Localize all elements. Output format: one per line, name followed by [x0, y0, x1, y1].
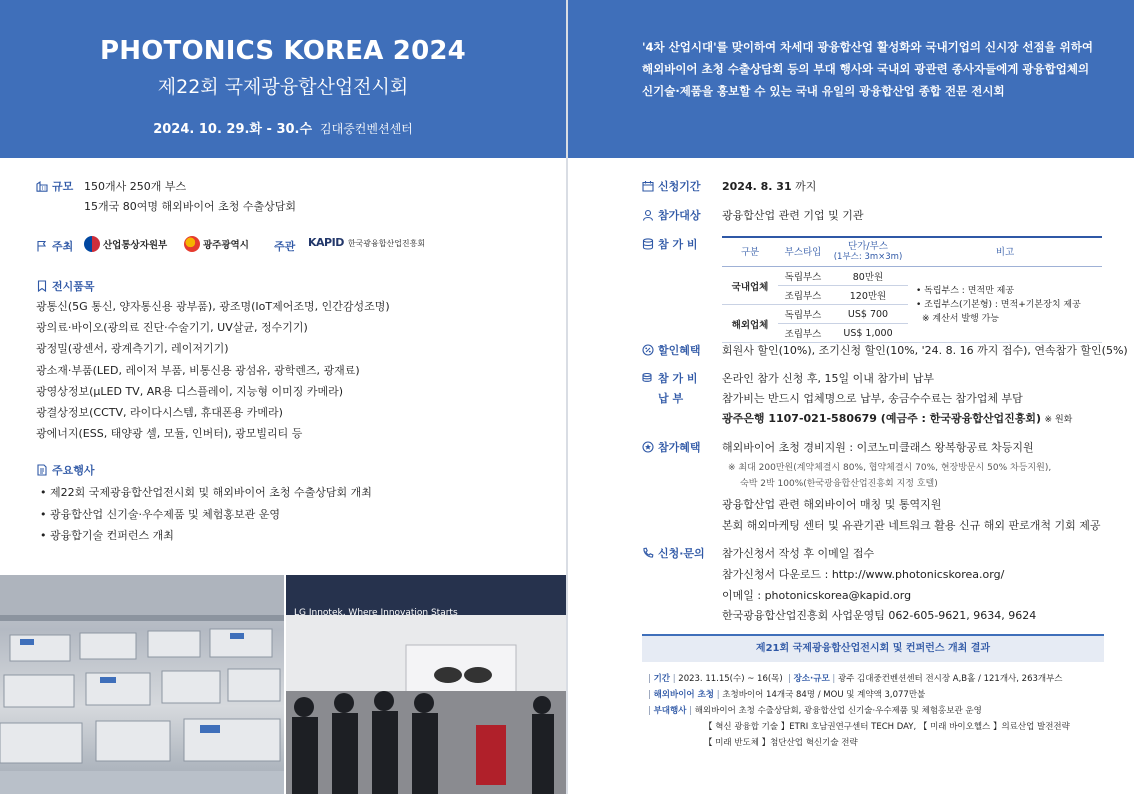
payment-line-2: 참가비는 반드시 업체명으로 납부, 송금수수료는 참가업체 부담	[722, 392, 1023, 405]
events-label: 주요행사	[52, 464, 95, 477]
result-side-label: 부대행사	[653, 706, 687, 716]
items-label: 전시품목	[52, 280, 95, 293]
booth-sign-text: LG Innotek, Where Innovation Starts	[294, 608, 458, 618]
fee-cell: 독립부스	[778, 267, 828, 286]
title-banner	[0, 0, 566, 158]
list-item: 광에너지(ESS, 태양광 셀, 모듈, 인버터), 광모빌리티 등	[36, 427, 303, 441]
bookmark-icon	[36, 280, 48, 292]
fee-header-note: 비고	[908, 237, 1102, 267]
contact-download[interactable]: 참가신청서 다운로드 : http://www.photonicskorea.org/	[722, 568, 1005, 581]
fee-table	[722, 236, 1102, 343]
benefit-line-3: 본회 해외마케팅 센터 및 유관기관 네트워크 활용 신규 해외 판로개척 기회 제공	[722, 519, 1101, 532]
list-item: 광의료·바이오(광의료 진단·수술기기, UV살균, 정수기기)	[36, 321, 308, 335]
fee-cell: 독립부스	[778, 305, 828, 324]
list-item: 광결상정보(CCTV, 라이다시스템, 휴대폰용 카메라)	[36, 406, 283, 420]
result-side-1: 해외바이어 초청 수출상담회, 광융합산업 신기술·우수제품 및 체험홍보관 운영	[694, 706, 982, 716]
scale-line-1: 150개사 250개 부스	[84, 180, 187, 193]
result-venue-label: 장소·규모	[793, 674, 830, 684]
benefit-label: 참가혜택	[658, 441, 701, 454]
event-title-en: PHOTONICS KOREA 2024	[100, 36, 466, 66]
fee-cell: 80만원	[828, 267, 908, 286]
payment-label-2: 납 부	[658, 392, 684, 405]
fee-note: ※ 계산서 발행 가능	[922, 313, 999, 324]
list-item: • 제22회 국제광융합산업전시회 및 해외바이어 초청 수출상담회 개최	[40, 486, 372, 499]
benefit-note-1: ※ 최대 200만원(계약체결시 80%, 협약체결시 70%, 현장방문시 50% 차등지원),	[728, 463, 1052, 473]
flag-icon	[36, 240, 48, 252]
intro-line: 해외바이어 초청 수출상담회 등의 부대 행사와 국내외 광관련 종사자들에게 광융합업체의	[642, 62, 1090, 76]
star-badge-icon	[642, 441, 654, 453]
intro-line: 신기술·제품을 홍보할 수 있는 국내 유일의 광융합산업 종합 전문 전시회	[642, 84, 1005, 98]
taegeuk-icon	[84, 236, 100, 252]
benefit-line-1: 해외바이어 초청 경비지원 : 이코노미클래스 왕복항공료 차등지원	[722, 441, 1034, 454]
phone-icon	[642, 547, 654, 559]
left-page	[0, 0, 566, 794]
fee-label-wrap	[642, 236, 698, 252]
motie-logo	[84, 236, 167, 252]
benefit-line-2: 광융합산업 관련 해외바이어 매칭 및 통역지원	[722, 498, 942, 511]
items-heading	[36, 278, 95, 294]
list-item: 광소재·부품(LED, 레이저 부품, 비통신용 광섬유, 광학렌즈, 광재료)	[36, 363, 360, 377]
account-text: 광주은행 1107-021-580679 (예금주 : 한국광융합산업진흥회)	[722, 412, 1042, 425]
kapid-logo	[308, 236, 425, 249]
fee-header-category: 구분	[722, 237, 778, 267]
period-label-wrap	[642, 178, 701, 194]
percent-icon	[642, 344, 654, 356]
list-item: • 광융합산업 신기술·우수제품 및 체험홍보관 운영	[40, 507, 280, 521]
event-title-ko: 제22회 국제광융합산업전시회	[157, 76, 409, 98]
event-venue: 김대중컨벤션센터	[320, 122, 413, 136]
target-label-wrap	[642, 207, 701, 223]
host-label: 주최	[52, 240, 74, 253]
events-heading	[36, 462, 95, 478]
discount-label: 할인혜택	[658, 344, 701, 357]
event-date	[0, 118, 566, 137]
result-venue-value: 광주 김대중컨벤션센터 전시장 A,B홀 / 121개사, 263개부스	[837, 674, 1063, 684]
fee-note: • 조립부스(기본형) : 면적+기본장치 제공	[916, 299, 1081, 310]
result-period-label: 기간	[653, 674, 671, 684]
document-icon	[36, 464, 48, 476]
kapid-name: 한국광융합산업진흥회	[347, 239, 426, 248]
gwangju-logo-text: 광주광역시	[203, 240, 249, 251]
discount-value: 회원사 할인(10%), 조기신청 할인(10%, '24. 8. 16 까지 접수), 연속참가 할인(5%)	[722, 344, 1128, 357]
fee-note: • 독립부스 : 면적만 제공	[916, 285, 1015, 296]
contact-team: 한국광융합산업진흥회 사업운영팀 062-605-9621, 9634, 9624	[722, 609, 1037, 622]
payment-label-1: 참 가 비	[658, 372, 698, 385]
result-side-2: 【 혁신 광융합 기술 】ETRI 호남권연구센터 TECH DAY, 【 미래 바이오헬스 】의료산업 발전전략	[704, 722, 1070, 732]
payment-account	[722, 410, 1072, 426]
event-date-text: 2024. 10. 29.화 - 30.수	[153, 122, 313, 137]
table-row	[722, 267, 1102, 286]
fee-header-price	[828, 237, 908, 267]
period-suffix: 까지	[795, 180, 817, 193]
benefit-note-2: 숙박 2박 100%(한국광융합산업진흥회 지정 호텔)	[740, 479, 938, 489]
account-suffix: ※ 원화	[1044, 415, 1073, 425]
period-label: 신청기간	[658, 180, 701, 193]
result-side: | 부대행사 | 해외바이어 초청 수출상담회, 광융합산업 신기술·우수제품 및 체험홍보관 운영	[648, 706, 982, 716]
benefit-label-wrap	[642, 439, 701, 455]
scale-line-2: 15개국 80여명 해외바이어 초청 수출상담회	[84, 200, 296, 213]
list-item: 광영상정보(μLED TV, AR용 디스플레이, 지능형 이미징 카메라)	[36, 384, 344, 398]
fee-label: 참 가 비	[658, 238, 698, 251]
intro-text	[642, 36, 1108, 102]
list-item: • 광융합기술 컨퍼런스 개최	[40, 529, 174, 542]
contact-label-wrap	[642, 545, 705, 561]
fee-header-booth: 부스타입	[778, 237, 828, 267]
fee-notes	[908, 267, 1102, 343]
host-section	[36, 238, 536, 258]
gwangju-logo	[184, 236, 249, 252]
result-period: | 기간 | 2023. 11.15(수) ~ 16(목)	[648, 674, 783, 684]
payment-line-1: 온라인 참가 신청 후, 15일 이내 참가비 납부	[722, 372, 934, 385]
fee-cell: 조립부스	[778, 286, 828, 305]
result-venue: | 장소·규모 | 광주 김대중컨벤션센터 전시장 A,B홀 / 121개사, 263개부스	[788, 674, 1063, 684]
items-list	[36, 296, 546, 444]
payment-label-wrap	[642, 370, 698, 386]
kapid-mark: KAPID	[308, 236, 344, 249]
target-value: 광융합산업 관련 기업 및 기관	[722, 209, 864, 222]
contact-line-1: 참가신청서 작성 후 이메일 접수	[722, 547, 875, 560]
fee-cell: US$ 1,000	[828, 324, 908, 343]
contact-label: 신청·문의	[658, 547, 705, 560]
fee-overseas: 해외업체	[722, 305, 778, 343]
contact-email[interactable]: 이메일 : photonicskorea@kapid.org	[722, 589, 912, 602]
host-label-wrap	[36, 238, 73, 254]
result-buyer-label: 해외바이어 초청	[653, 690, 715, 700]
gwangju-emblem-icon	[184, 236, 200, 252]
exhibition-hall-photo	[0, 575, 284, 794]
intro-line: '4차 산업시대'를 맞이하여 차세대 광융합산업 활성화와 국내기업의 신시장 선점을 위하여	[642, 40, 1093, 54]
hall-booths-illustration	[0, 575, 284, 794]
previous-results-box	[642, 634, 1104, 752]
database-icon	[642, 238, 654, 250]
organizer-label: 주관	[274, 240, 296, 253]
exhibition-photos	[0, 575, 566, 794]
fee-cell: 조립부스	[778, 324, 828, 343]
events-list	[40, 482, 540, 547]
intro-banner	[568, 0, 1134, 158]
booth-visit-photo	[286, 575, 566, 794]
building-icon	[36, 180, 48, 192]
fee-header-price-main: 단가/부스	[848, 241, 888, 252]
fee-domestic: 국내업체	[722, 267, 778, 305]
scale-label: 규모	[52, 180, 74, 193]
period-value	[722, 178, 816, 194]
list-item: 광정밀(광센서, 광계측기기, 레이저기기)	[36, 342, 229, 356]
coins-icon	[642, 372, 654, 384]
fee-cell: 120만원	[828, 286, 908, 305]
results-title: 제21회 국제광융합산업전시회 및 컨퍼런스 개최 결과	[642, 634, 1104, 662]
result-buyer-value: 초청바이어 14개국 84명 / MOU 및 계약액 3,077만불	[722, 690, 926, 700]
motie-logo-text: 산업통상자원부	[103, 240, 168, 251]
result-period-value: 2023. 11.15(수) ~ 16(목)	[678, 674, 783, 684]
fee-header-price-sub: (1부스: 3m×3m)	[833, 252, 903, 262]
calendar-icon	[642, 180, 654, 192]
scale-label-wrap	[36, 178, 73, 194]
discount-label-wrap	[642, 342, 701, 358]
period-date: 2024. 8. 31	[722, 180, 792, 193]
fee-cell: US$ 700	[828, 305, 908, 324]
list-item: 광통신(5G 통신, 양자통신용 광부품), 광조명(IoT제어조명, 인간감성조명)	[36, 300, 390, 313]
target-label: 참가대상	[658, 209, 701, 222]
right-page	[568, 0, 1134, 794]
fee-header-row	[722, 237, 1102, 267]
result-buyer: | 해외바이어 초청 | 초청바이어 14개국 84명 / MOU 및 계약액 3,077만불	[648, 690, 926, 700]
result-side-3: 【 미래 반도체 】첨단산업 혁신기술 전략	[704, 738, 858, 748]
person-icon	[642, 209, 654, 221]
